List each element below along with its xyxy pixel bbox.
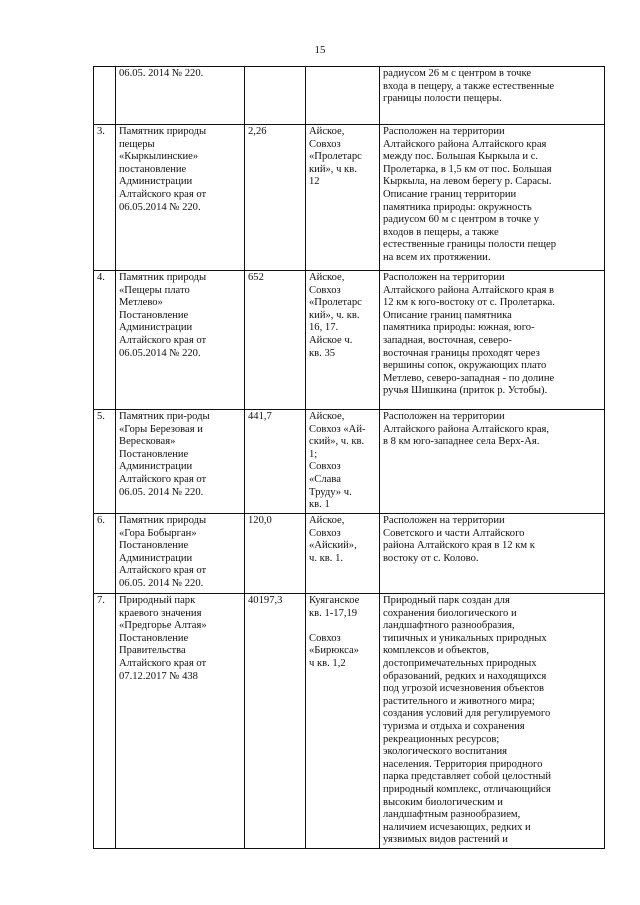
- object-description: Расположен на территории Алтайского района Алтайского края в 12 км к юго-востоку от с. Пролетарка. Описание границ памятника памятника природы: южная, юго- западная, восточная, северо- восточная границы проходят через вершины сопок, окружающих плато Метлево, северо-западная - по долине ручья Шишкина (приток р. Устобы).: [380, 271, 605, 410]
- page-number: 15: [314, 44, 326, 56]
- object-location: [306, 67, 380, 125]
- object-name: Природный парк краевого значения «Предгорье Алтая» Постановление Правительства Алтайского края от 07.12.2017 № 438: [116, 594, 245, 849]
- object-name: Памятник при-роды «Горы Березовая и Вересковая» Постановление Администрации Алтайского края от 06.05. 2014 № 220.: [116, 410, 245, 514]
- row-number: 7.: [94, 594, 116, 849]
- object-area: [245, 67, 306, 125]
- row-number: 6.: [94, 514, 116, 594]
- table-row: [94, 67, 605, 125]
- object-description: Расположен на территории Алтайского района Алтайского края между пос. Большая Кыркыла и с. Пролетарка, в 1,5 км от пос. Большая Кыркыла, на левом берегу р. Сарасы. Описание границ территории памятника природы: окружность радиусом 60 м с центром в точке у входов в пещеры, а также естественные границы полости пещер на всем их протяжении.: [380, 125, 605, 271]
- object-description: Расположен на территории Алтайского района Алтайского края, в 8 км юго-западнее села Верх-Ая.: [380, 410, 605, 514]
- row-number: 3.: [94, 125, 116, 271]
- table-row: [94, 271, 605, 410]
- object-location: Айское, Совхоз «Ай- ский», ч. кв. 1; Совхоз «Слава Труду» ч. кв. 1: [306, 410, 380, 514]
- object-area: 652: [245, 271, 306, 410]
- object-location: Айское, Совхоз «Пролетарс кий», ч. кв. 16, 17. Айское ч. кв. 35: [306, 271, 380, 410]
- row-number: 5.: [94, 410, 116, 514]
- object-area: 2,26: [245, 125, 306, 271]
- natural-monuments-table: [93, 66, 605, 849]
- object-description: Расположен на территории Советского и части Алтайского района Алтайского края в 12 км к востоку от с. Колово.: [380, 514, 605, 594]
- object-location: Айское, Совхоз «Айский», ч. кв. 1.: [306, 514, 380, 594]
- table-row: [94, 514, 605, 594]
- row-number: 4.: [94, 271, 116, 410]
- table-row: [94, 594, 605, 849]
- object-location: Куяганское кв. 1-17,19 Совхоз «Бирюкса» ч кв. 1,2: [306, 594, 380, 849]
- object-name: 06.05. 2014 № 220.: [116, 67, 245, 125]
- object-description: Природный парк создан для сохранения биологического и ландшафтного разнообразия, типичных и уникальных природных комплексов и объектов, достопримечательных природных образований, редких и находящихся под угрозой исчезновения объектов растительного и животного мира; создания условий для регулируемого туризма и отдыха и сохранения рекреационных ресурсов; экологического воспитания населения. Территория природного парка представляет собой целостный природный комплекс, отличающийся высоким биологическим и ландшафтным разнообразием, наличием исчезающих, редких и уязвимых видов растений и: [380, 594, 605, 849]
- object-name: Памятник природы «Гора Бобырган» Постановление Администрации Алтайского края от 06.05. 2014 № 220.: [116, 514, 245, 594]
- object-area: 40197,3: [245, 594, 306, 849]
- object-name: Памятник природы пещеры «Кыркылинские» постановление Администрации Алтайского края от 06.05.2014 № 220.: [116, 125, 245, 271]
- table-row: [94, 410, 605, 514]
- object-area: 120,0: [245, 514, 306, 594]
- row-number: [94, 67, 116, 125]
- object-location: Айское, Совхоз «Пролетарс кий», ч кв. 12: [306, 125, 380, 271]
- object-name: Памятник природы «Пещеры плато Метлево» Постановление Администрации Алтайского края от 06.05.2014 № 220.: [116, 271, 245, 410]
- object-description: радиусом 26 м с центром в точке входа в пещеру, а также естественные границы полости пещеры.: [380, 67, 605, 125]
- table-row: [94, 125, 605, 271]
- object-area: 441,7: [245, 410, 306, 514]
